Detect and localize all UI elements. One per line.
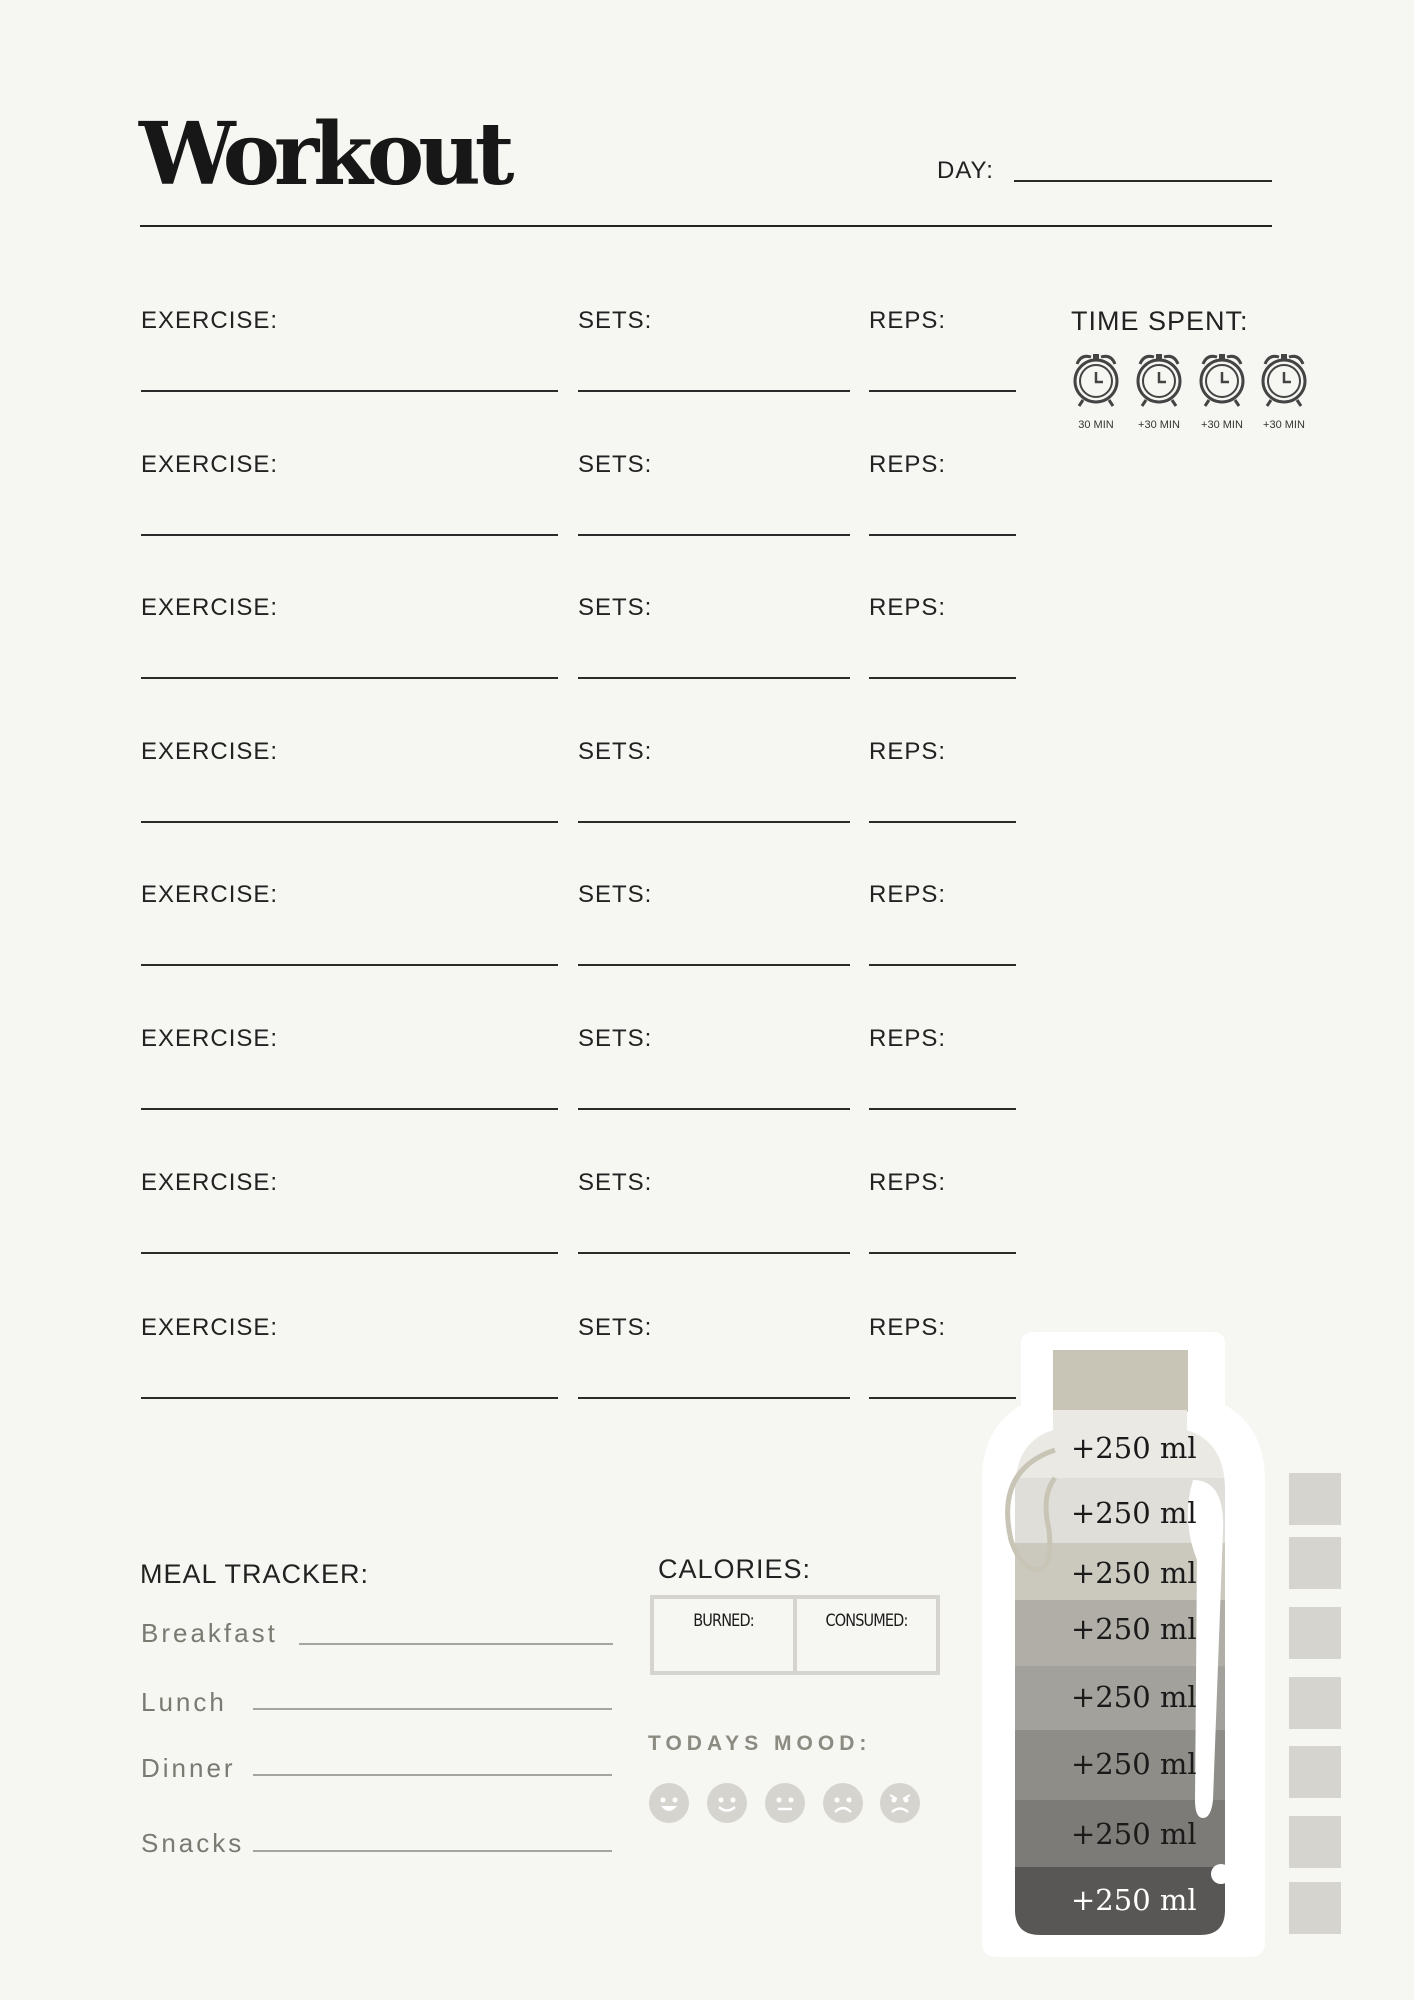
calories-table — [650, 1595, 940, 1675]
exercise-label-3: EXERCISE: — [141, 594, 279, 621]
water-level-label: +250 ml — [1071, 1680, 1197, 1714]
reps-label-3: REPS: — [869, 594, 947, 621]
meal-label-dinner: Dinner — [141, 1753, 236, 1783]
water-check-6[interactable] — [1289, 1816, 1341, 1868]
reps-label-5: REPS: — [869, 881, 947, 908]
exercise-label-1: EXERCISE: — [141, 307, 279, 334]
header-divider — [140, 225, 1272, 227]
water-bottle-tracker — [975, 1330, 1275, 1960]
exercise-field-6[interactable] — [141, 1108, 558, 1110]
reps-field-1[interactable] — [869, 390, 1016, 392]
calories-consumed-cell[interactable] — [807, 1599, 925, 1671]
exercise-field-8[interactable] — [141, 1397, 558, 1399]
alarm-clock-icon[interactable] — [1132, 348, 1186, 408]
sets-field-7[interactable] — [578, 1252, 850, 1254]
meal-label-breakfast: Breakfast — [141, 1618, 278, 1648]
reps-field-4[interactable] — [869, 821, 1016, 823]
sets-label-8: SETS: — [578, 1314, 653, 1341]
water-level-label: +250 ml — [1071, 1556, 1197, 1590]
water-check-4[interactable] — [1289, 1677, 1341, 1729]
water-level-label: +250 ml — [1071, 1747, 1197, 1781]
reps-label-6: REPS: — [869, 1025, 947, 1052]
reps-field-5[interactable] — [869, 964, 1016, 966]
meal-label-snacks: Snacks — [141, 1828, 245, 1858]
exercise-label-8: EXERCISE: — [141, 1314, 279, 1341]
water-check-5[interactable] — [1289, 1746, 1341, 1798]
snacks-field[interactable] — [253, 1850, 612, 1852]
exercise-field-7[interactable] — [141, 1252, 558, 1254]
time-option-label-1: 30 MIN — [1078, 419, 1114, 431]
reps-label-4: REPS: — [869, 738, 947, 765]
exercise-label-7: EXERCISE: — [141, 1169, 279, 1196]
angry-face-icon[interactable] — [879, 1782, 921, 1824]
calories-burned-label: BURNED: — [693, 1611, 754, 1631]
calories-burned-cell[interactable] — [664, 1599, 782, 1671]
calories-consumed-label: CONSUMED: — [825, 1611, 908, 1631]
time-option-label-4: +30 MIN — [1263, 419, 1305, 431]
breakfast-field[interactable] — [299, 1643, 613, 1645]
calories-divider — [793, 1599, 797, 1671]
sets-field-4[interactable] — [578, 821, 850, 823]
meal-tracker-title: MEAL TRACKER: — [140, 1559, 370, 1589]
water-level-label: +250 ml — [1071, 1431, 1197, 1465]
exercise-label-4: EXERCISE: — [141, 738, 279, 765]
dinner-field[interactable] — [253, 1774, 612, 1776]
laughing-face-icon[interactable] — [648, 1782, 690, 1824]
exercise-field-1[interactable] — [141, 390, 558, 392]
sets-field-5[interactable] — [578, 964, 850, 966]
reps-label-2: REPS: — [869, 451, 947, 478]
day-label: DAY: — [937, 157, 994, 184]
calories-title: CALORIES: — [658, 1554, 812, 1584]
alarm-clock-icon[interactable] — [1257, 348, 1311, 408]
exercise-label-6: EXERCISE: — [141, 1025, 279, 1052]
bottle-cap — [1053, 1350, 1188, 1412]
sets-label-6: SETS: — [578, 1025, 653, 1052]
bottle-handle-knob — [1211, 1864, 1231, 1884]
exercise-field-4[interactable] — [141, 821, 558, 823]
water-check-7[interactable] — [1289, 1882, 1341, 1934]
water-check-3[interactable] — [1289, 1607, 1341, 1659]
sets-field-2[interactable] — [578, 534, 850, 536]
exercise-field-2[interactable] — [141, 534, 558, 536]
day-field[interactable] — [1014, 180, 1272, 182]
exercise-label-5: EXERCISE: — [141, 881, 279, 908]
reps-label-8: REPS: — [869, 1314, 947, 1341]
sets-field-6[interactable] — [578, 1108, 850, 1110]
sets-field-3[interactable] — [578, 677, 850, 679]
sets-label-2: SETS: — [578, 451, 653, 478]
reps-label-1: REPS: — [869, 307, 947, 334]
sets-label-3: SETS: — [578, 594, 653, 621]
lunch-field[interactable] — [253, 1708, 612, 1710]
page-title: Workout — [139, 104, 509, 205]
reps-label-7: REPS: — [869, 1169, 947, 1196]
meal-label-lunch: Lunch — [141, 1687, 227, 1717]
exercise-field-3[interactable] — [141, 677, 558, 679]
sets-label-7: SETS: — [578, 1169, 653, 1196]
water-level-label: +250 ml — [1071, 1817, 1197, 1851]
sad-face-icon[interactable] — [822, 1782, 864, 1824]
mood-title: TODAYS MOOD: — [648, 1732, 872, 1755]
water-check-2[interactable] — [1289, 1537, 1341, 1589]
water-level-label: +250 ml — [1071, 1612, 1197, 1646]
exercise-field-5[interactable] — [141, 964, 558, 966]
sets-field-8[interactable] — [578, 1397, 850, 1399]
exercise-label-2: EXERCISE: — [141, 451, 279, 478]
time-option-label-3: +30 MIN — [1201, 419, 1243, 431]
sets-field-1[interactable] — [578, 390, 850, 392]
reps-field-2[interactable] — [869, 534, 1016, 536]
alarm-clock-icon[interactable] — [1069, 348, 1123, 408]
reps-field-3[interactable] — [869, 677, 1016, 679]
alarm-clock-icon[interactable] — [1195, 348, 1249, 408]
smiling-face-icon[interactable] — [706, 1782, 748, 1824]
water-level-label: +250 ml — [1071, 1496, 1197, 1530]
sets-label-4: SETS: — [578, 738, 653, 765]
sets-label-1: SETS: — [578, 307, 653, 334]
sets-label-5: SETS: — [578, 881, 653, 908]
neutral-face-icon[interactable] — [764, 1782, 806, 1824]
time-option-label-2: +30 MIN — [1138, 419, 1180, 431]
reps-field-6[interactable] — [869, 1108, 1016, 1110]
water-level-label: +250 ml — [1071, 1883, 1197, 1917]
water-check-1[interactable] — [1289, 1473, 1341, 1525]
reps-field-7[interactable] — [869, 1252, 1016, 1254]
time-spent-label: TIME SPENT: — [1071, 306, 1249, 336]
